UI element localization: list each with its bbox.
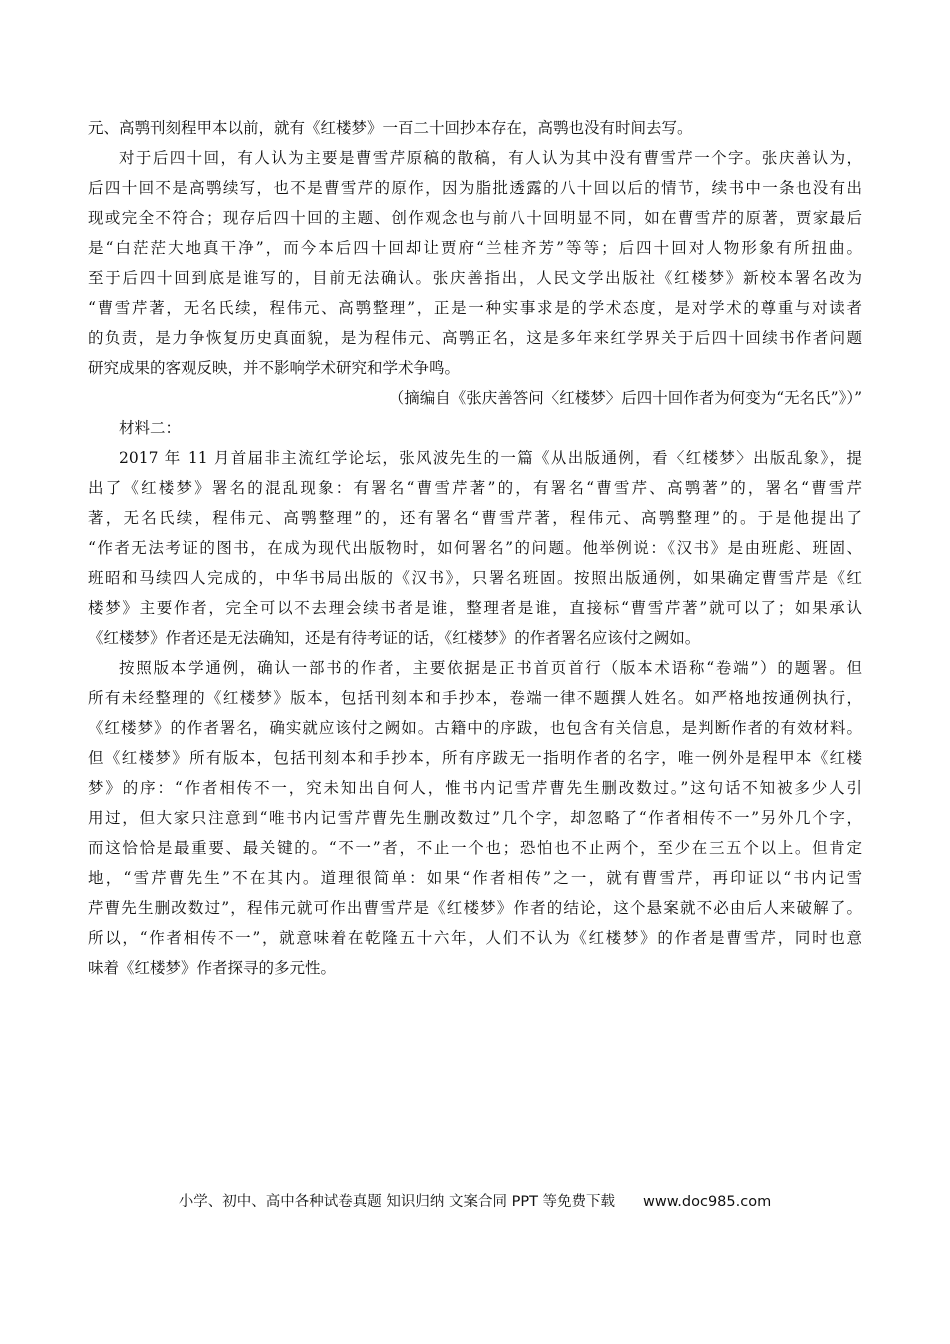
page-footer [0,1190,950,1211]
text-line: 著，无名氏续，程伟元、高鹗整理”的，还有署名“曹雪芹著，程伟元、高鹗整理”的。于是他提出了 [88,509,862,527]
text-line: 梦》的序：“作者相传不一，究未知出自何人，惟书内记雪芹曹先生删改数过。”这句话不知被多少人引 [88,779,862,797]
text-line: 2017 年 11 月首届非主流红学论坛，张风波先生的一篇《从出版通例，看〈红楼梦〉出版乱象》，提 [119,449,862,467]
text-line: 地，“雪芹曹先生”不在其内。道理很简单：如果“作者相传”之一，就有曹雪芹，再印证以“书内记雪 [88,869,862,887]
text-line: 按照版本学通例，确认一部书的作者，主要依据是正书首页首行（版本术语称“卷端”）的题署。但 [119,659,862,677]
text-line: 是“白茫茫大地真干净”，而今本后四十回却让贾府“兰桂齐芳”等等；后四十回对人物形象有所扭曲。 [88,239,862,257]
document-body [88,113,862,983]
text-line: 现或完全不符合；现存后四十回的主题、创作观念也与前八十回明显不同，如在曹雪芹的原著，贾家最后 [88,209,862,227]
footer-text: 小学、初中、高中各种试卷真题 知识归纳 文案合同 PPT 等免费下载 [178,1194,616,1210]
text-line: 元、高鹗刊刻程甲本以前，就有《红楼梦》一百二十回抄本存在，高鹗也没有时间去写。 [88,119,693,137]
section-heading: 材料二： [119,419,182,437]
text-line: 出了《红楼梦》署名的混乱现象：有署名“曹雪芹著”的，有署名“曹雪芹、高鹗著”的，署名“曹雪芹 [88,479,862,497]
text-line: 的负责，是力争恢复历史真面貌，是为程伟元、高鹗正名，这是多年来红学界关于后四十回续书作者问题 [88,329,862,347]
footer-link[interactable]: www.doc985.com [643,1194,772,1210]
text-line: 味着《红楼梦》作者探寻的多元性。 [88,959,337,977]
text-line: 楼梦》主要作者，完全可以不去理会续书者是谁，整理者是谁，直接标“曹雪芹著”就可以了；如果承认 [88,599,862,617]
text-line: 但《红楼梦》所有版本，包括刊刻本和手抄本，所有序跋无一指明作者的名字，唯一例外是程甲本《红楼 [88,749,862,767]
text-line: 班昭和马续四人完成的，中华书局出版的《汉书》，只署名班固。按照出版通例，如果确定曹雪芹是《红 [88,569,862,587]
text-line: 研究成果的客观反映，并不影响学术研究和学术争鸣。 [88,359,461,377]
text-line: 《红楼梦》的作者署名，确实就应该付之阙如。古籍中的序跋，也包含有关信息，是判断作者的有效材料。 [88,719,862,737]
text-line: “曹雪芹著，无名氏续，程伟元、高鹗整理”，正是一种实事求是的学术态度，是对学术的尊重与对读者 [88,299,862,317]
text-line: “作者无法考证的图书，在成为现代出版物时，如何署名”的问题。他举例说：《汉书》是由班彪、班固、 [88,539,862,557]
text-line: 后四十回不是高鹗续写，也不是曹雪芹的原作，因为脂批透露的八十回以后的情节，续书中一条也没有出 [88,179,862,197]
citation: （摘编自《张庆善答问〈红楼梦〉后四十回作者为何变为“无名氏”》）” [388,389,862,407]
text-line: 对于后四十回，有人认为主要是曹雪芹原稿的散稿，有人认为其中没有曹雪芹一个字。张庆善认为， [119,149,862,167]
text-line: 所有未经整理的《红楼梦》版本，包括刊刻本和手抄本，卷端一律不题撰人姓名。如严格地按通例执行， [88,689,862,707]
text-line: 而这恰恰是最重要、最关键的。“不一”者，不止一个也；恐怕也不止两个，至少在三五个以上。但肯定 [88,839,862,857]
text-line: 至于后四十回到底是谁写的，目前无法确认。张庆善指出，人民文学出版社《红楼梦》新校本署名改为 [88,269,862,287]
text-line: 芹曹先生删改数过”，程伟元就可作出曹雪芹是《红楼梦》作者的结论，这个悬案就不必由后人来破解了。 [88,899,862,917]
text-line: 用过，但大家只注意到“唯书内记雪芹曹先生删改数过”几个字，却忽略了“作者相传不一”另外几个字， [88,809,862,827]
text-line: 《红楼梦》作者还是无法确知，还是有待考证的话，《红楼梦》的作者署名应该付之阙如。 [88,629,701,647]
text-line: 所以，“作者相传不一”，就意味着在乾隆五十六年，人们不认为《红楼梦》的作者是曹雪芹，同时也意 [88,929,862,947]
